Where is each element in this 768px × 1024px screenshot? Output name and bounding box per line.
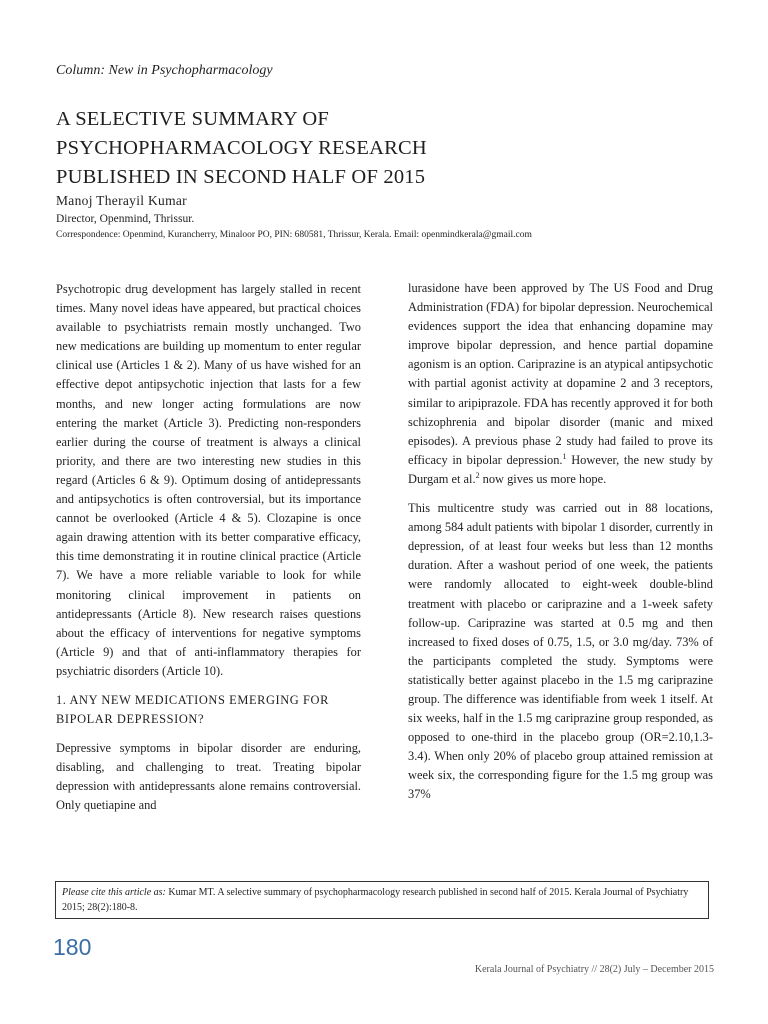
column-label: Column: New in Psychopharmacology: [56, 63, 273, 78]
intro-paragraph: Psychotropic drug development has largely stalled in recent times. Many novel ideas have appeared, but practical choices available to psychiatrists remain mostly unchanged. Two new medications are building up momentum to enter regular clinical use (Articles 1 & 2). Many of us have wished for an effective depot antipsychotic injection that lasts for a few months, and new longer acting formulations are now entering the market (Article 3). Predicting non-responders earlier during the course of treatment is always a clinical priority, and there are two interesting new studies in this regard (Articles 6 & 9). Optimum dosing of antidepressants and antipsychotics is often controversial, but its importance cannot be overlooked (Article 4 & 5). Clozapine is once again drawing attention with its better comparative efficacy, this time demonstrating it in routine clinical practice (Article 7). We have a more reliable variable to look for while monitoring clinical improvement in patients on antidepressants (Article 8). New research raises questions about the efficacy of interventions for negative symptoms (Article 9) and that of anti-inflammatory therapies for psychiatric disorders (Article 10).: [56, 282, 361, 678]
author-affiliation: Director, Openmind, Thrissur.: [56, 213, 195, 225]
body-paragraph: [408, 279, 713, 489]
correspondence: Correspondence: Openmind, Kurancherry, Minaloor PO, PIN: 680581, Thrissur, Kerala. Email: openmindkerala@gmail.com: [56, 230, 532, 240]
title-line: PUBLISHED IN SECOND HALF OF 2015: [56, 166, 426, 188]
citation-box: [55, 881, 709, 919]
citation-label: Please cite this article as:: [62, 887, 166, 898]
reference-marker[interactable]: 1: [562, 451, 567, 461]
section-paragraph: Depressive symptoms in bipolar disorder are enduring, disabling, and challenging to treat. Treating bipolar depression with antidepressants alone remains controversial. Only quetiapine and: [56, 740, 361, 813]
title-line: A SELECTIVE SUMMARY OF: [56, 108, 330, 130]
left-column: [56, 280, 361, 825]
citation-text: Kumar MT. A selective summary of psychopharmacology research published in second half of 2015. Kerala Journal of Psychiatry 2015; 28(2):180-8.: [62, 887, 689, 913]
page-number: 180: [53, 934, 92, 960]
right-column: [408, 279, 713, 815]
section-heading: 1. ANY NEW MEDICATIONS EMERGING FOR BIPOLAR DEPRESSION?: [56, 692, 329, 726]
paragraph-text: However, the new study by Durgam et al.: [408, 452, 713, 486]
journal-footer: Kerala Journal of Psychiatry // 28(2) July – December 2015: [474, 964, 714, 975]
body-paragraph: This multicentre study was carried out in 88 locations, among 584 adult patients with bipolar 1 disorder, currently in depression, of at least four weeks but less than 12 months duration. After a washout period of one week, the patients were randomly allocated to eight-week double-blind treatment with placebo or cariprazine and a 1-week safety follow-up. Cariprazine was started at 0.5 mg and then increased to fixed doses of 0.75, 1.5, or 3.0 mg/day. 73% of the participants completed the study. Symptoms were statistically better against placebo in the 1.5 mg cariprazine group. The difference was identifiable from week 1 itself. At six weeks, half in the 1.5 mg cariprazine group responded, as opposed to one-third in the placebo group (OR=2.10,1.3-3.4). When only 20% of placebo group attained remission at week six, the corresponding figure for the 1.5 mg group was 37%: [408, 501, 713, 802]
paragraph-text: now gives us more hope.: [479, 471, 607, 486]
reference-marker[interactable]: 2: [475, 470, 480, 480]
title-line: PSYCHOPHARMACOLOGY RESEARCH: [56, 137, 427, 159]
author-name: Manoj Therayil Kumar: [56, 193, 187, 208]
paragraph-text: lurasidone have been approved by The US Food and Drug Administration (FDA) for bipolar depression. Neurochemical evidences support the idea that enhancing dopamine may improve bipolar depression, and hence partial dopamine agonism is an option. Cariprazine is an atypical antipsychotic with partial agonist activity at dopamine 2 and 3 receptors, similar to aripiprazole. FDA has recently approved it for both schizophrenia and bipolar disorder (manic and mixed episodes). A previous phase 2 study had failed to prove its efficacy in bipolar depression.: [408, 281, 713, 467]
article-title: [56, 105, 427, 192]
